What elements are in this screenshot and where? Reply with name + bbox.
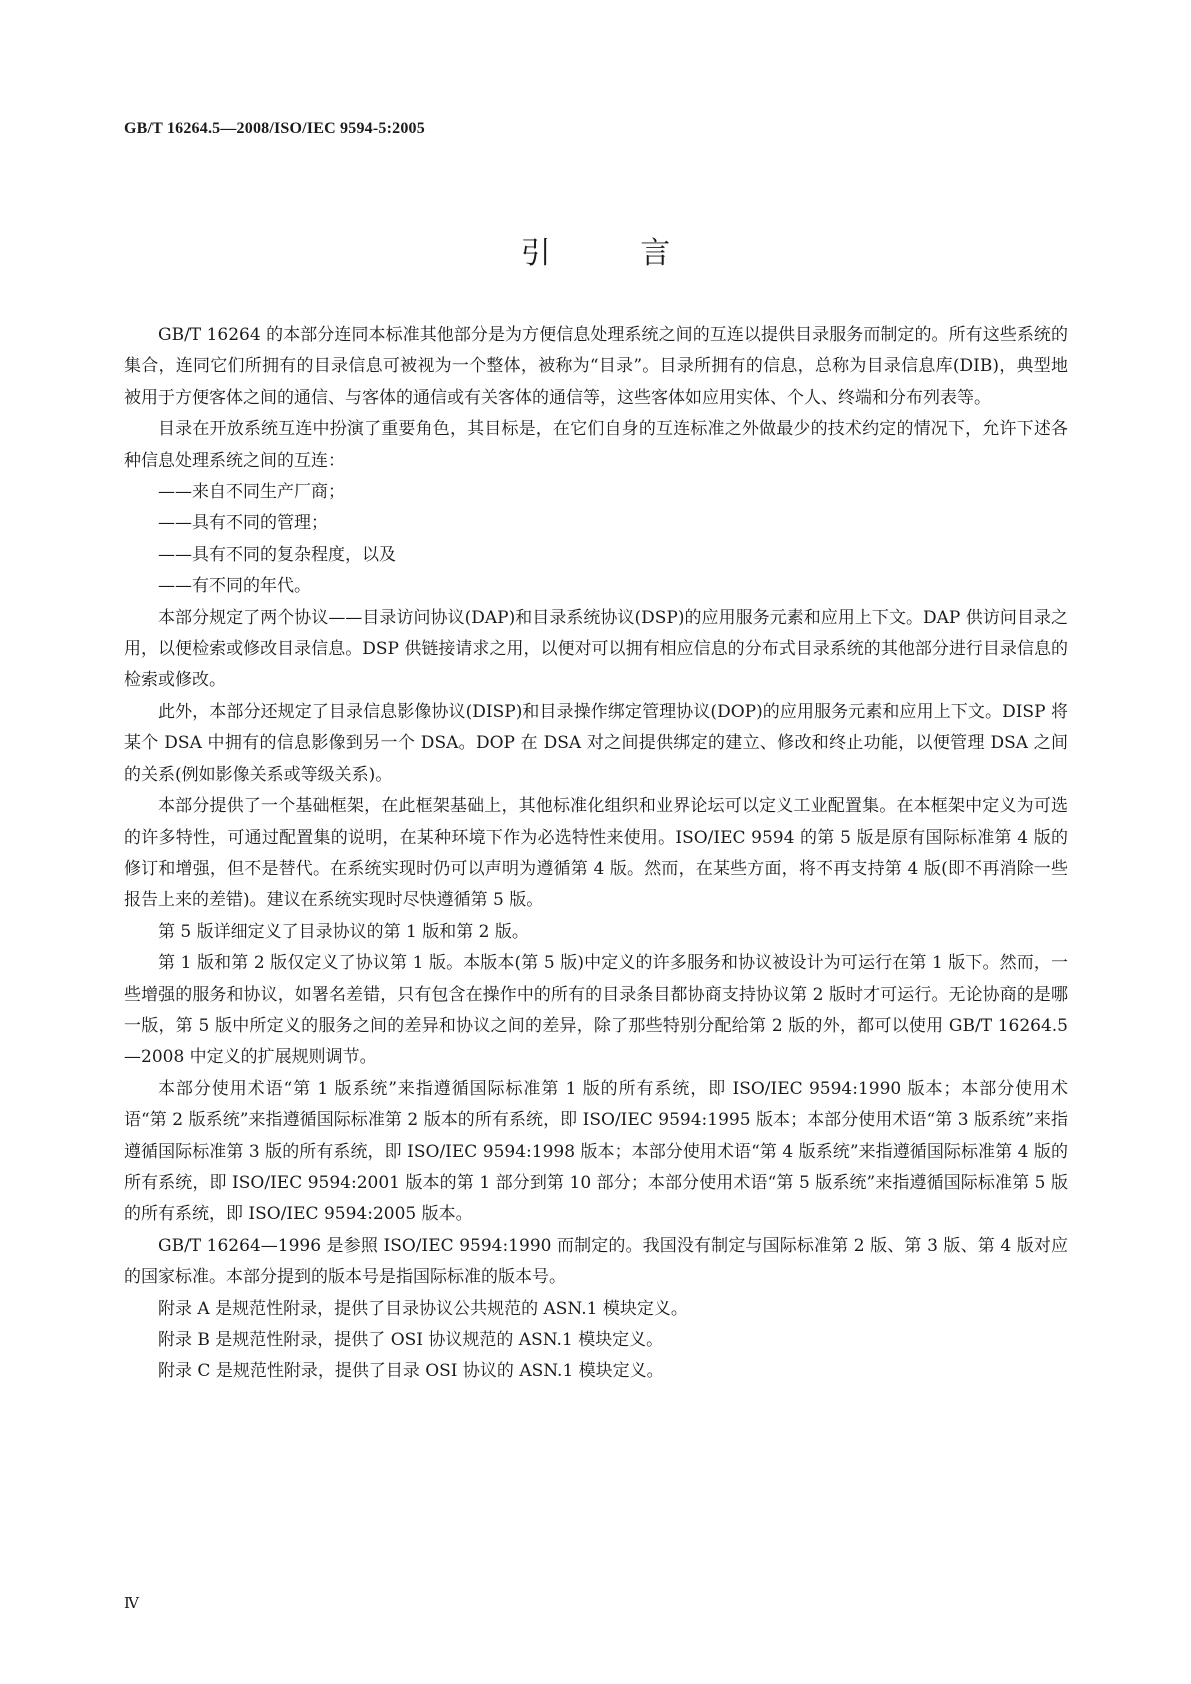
standard-number-header: GB/T 16264.5—2008/ISO/IEC 9594-5:2005 xyxy=(124,120,425,137)
page-number: Ⅳ xyxy=(124,1596,139,1612)
list-item: ——有不同的年代。 xyxy=(158,576,311,597)
paragraph: GB/T 16264—1996 是参照 ISO/IEC 9594:1990 而制定的。我国没有制定与国际标准第 2 版、第 3 版、第 4 版对应的国家标准。本部分提到的版本号是指国际标准的版本号。 xyxy=(124,1235,1068,1288)
paragraph: 第 5 版详细定义了目录协议的第 1 版和第 2 版。 xyxy=(158,921,529,942)
paragraph: 本部分使用术语“第 1 版系统”来指遵循国际标准第 1 版的所有系统，即 ISO/IEC 9594:1990 版本；本部分使用术语“第 2 版系统”来指遵循国际标准第 2 版本的所有系统，即 ISO/IEC 9594:1995 版本；本部分使用术语“第 3 版系统”来指遵循国际标准第 3 版的所有系统，即 ISO/IEC 9594:1998 版本；本部分使用术语“第 4 版系统”来指遵循国际标准第 4 版的所有系统，即 ISO/IEC 9594:2001 版本的第 1 部分到第 10 部分；本部分使用术语“第 5 版系统”来指遵循国际标准第 5 版的所有系统，即 ISO/IEC 9594:2005 版本。 xyxy=(124,1078,1068,1225)
paragraph: 第 1 版和第 2 版仅定义了协议第 1 版。本版本(第 5 版)中定义的许多服务和协议被设计为可运行在第 1 版下。然而，一些增强的服务和协议，如署名差错，只有包含在操作中的所有的目录条目都协商支持协议第 2 版时才可运行。无论协商的是哪一版，第 5 版中所定义的服务之间的差异和协议之间的差异，除了那些特别分配给第 2 版的外，都可以使用 GB/T 16264.5—2008 中定义的扩展规则调节。 xyxy=(124,953,1068,1068)
list-item: ——具有不同的管理； xyxy=(158,513,328,534)
paragraph: 本部分提供了一个基础框架，在此框架基础上，其他标准化组织和业界论坛可以定义工业配置集。在本框架中定义为可选的许多特性，可通过配置集的说明，在某种环境下作为必选特性来使用。ISO/IEC 9594 的第 5 版是原有国际标准第 4 版的修订和增强，但不是替代。在系统实现时仍可以声明为遵循第 4 版。然而，在某些方面，将不再支持第 4 版(即不再消除一些报告上来的差错)。建议在系统实现时尽快遵循第 5 版。 xyxy=(124,796,1068,911)
paragraph: 附录 B 是规范性附录，提供了 OSI 协议规范的 ASN.1 模块定义。 xyxy=(158,1330,664,1350)
list-item: ——具有不同的复杂程度，以及 xyxy=(158,544,396,565)
page-title: 引 言 xyxy=(520,236,711,271)
introduction-body xyxy=(124,320,1068,1388)
paragraph: 目录在开放系统互连中扮演了重要角色，其目标是，在它们自身的互连标准之外做最少的技术约定的情况下，允许下述各种信息处理系统之间的互连： xyxy=(124,419,1068,471)
list-item: ——来自不同生产厂商； xyxy=(158,482,345,503)
paragraph: 本部分规定了两个协议——目录访问协议(DAP)和目录系统协议(DSP)的应用服务元素和应用上下文。DAP 供访问目录之用，以便检索或修改目录信息。DSP 供链接请求之用，以便对可以拥有相应信息的分布式目录系统的其他部分进行目录信息的检索或修改。 xyxy=(124,607,1068,691)
paragraph: 此外，本部分还规定了目录信息影像协议(DISP)和目录操作绑定管理协议(DOP)的应用服务元素和应用上下文。DISP 将某个 DSA 中拥有的信息影像到另一个 DSA。DOP 在 DSA 对之间提供绑定的建立、修改和终止功能，以便管理 DSA 之间的关系(例如影像关系或等级关系)。 xyxy=(124,701,1068,785)
paragraph: GB/T 16264 的本部分连同本标准其他部分是为方便信息处理系统之间的互连以提供目录服务而制定的。所有这些系统的集合，连同它们所拥有的目录信息可被视为一个整体，被称为“目录”。目录所拥有的信息，总称为目录信息库(DIB)，典型地被用于方便客体之间的通信、与客体的通信或有关客体的通信等，这些客体如应用实体、个人、终端和分布列表等。 xyxy=(124,325,1068,408)
paragraph: 附录 C 是规范性附录，提供了目录 OSI 协议的 ASN.1 模块定义。 xyxy=(158,1361,664,1382)
paragraph: 附录 A 是规范性附录，提供了目录协议公共规范的 ASN.1 模块定义。 xyxy=(158,1298,688,1319)
